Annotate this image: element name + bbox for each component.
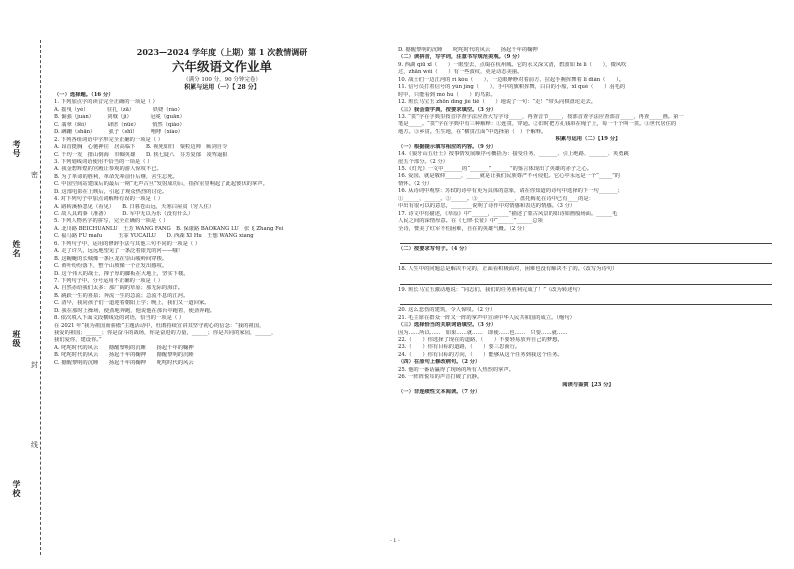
text-line: 23.（ ）你有目标的道路，（ ）要三思而行。 — [398, 344, 521, 351]
text-line: 5. 下列人物名字的拼写，完全正确的一项是（ ） — [54, 218, 169, 225]
text-line: 崖五个部分。（2 分） — [398, 158, 449, 165]
text-line: A. 路转溪桥忽见（看见） B. 日暮苍山远，天寒白屋贫（穷人住） — [54, 203, 215, 210]
text-line: D. 我在那时上操场，使劲地奔跑，他说他在那台中跑着，使劲奔跑。 — [54, 307, 216, 314]
text-line: A. 北川路 BEICHUANLU 王芳 WANG FANG B. 保康路 BAOKANG LU 张飞 Zhang Fei — [54, 225, 284, 232]
left-question-list — [54, 92, 390, 367]
text-line: （二）按要求写句子。（4 分） — [398, 245, 470, 252]
text-line: 16. 爱国，就是敬仰______，_____就是让我们民族尊严不可侵犯。它心中永远是一个“_____”的 — [398, 173, 621, 180]
text-line: 我们爱你，建设你。” — [54, 337, 102, 344]
text-line: 13. “贯”字在字典里按音序查字法应查大写字母_____，再查音节_____，按部首查字法应查部首_____，再查_____画。第一 — [398, 113, 684, 120]
text-line: A. 昂首挺胸 心驰神往 居高临下 B. 视死如归 粟粒边帅 厮剑自令 — [54, 144, 228, 151]
seal-mi: 密 — [31, 171, 38, 179]
text-line: 6. 下列句子中，运用的修辞手法与其他三句不同的一项是（ ） — [54, 240, 201, 247]
text-line: D. 蹒跚（shān） 虱子（shī） 咆哮（xiào） — [54, 129, 184, 136]
text-line: 我爱的祖国；______；你是奋斗的战场，你是奋进的力量，______；你是共同的家园，______， — [54, 330, 277, 336]
text-line: C. 千均一发 排山倒海 巾帼英雄 D. 狭七陡八 芬芳复郁 凌驾逼狠 — [54, 151, 228, 158]
text-line: C. 故人具鸡黍（准备） D. 军中无以为乐（没有什么） — [54, 211, 194, 217]
text-line: C. 清早，我同孩子们一道迎着朝阳上学；晚上，我们又一道回家。 — [54, 300, 210, 307]
text-line: B. 倔强（juàn） 剑戟（jǐ） 冠冕（guān） — [54, 114, 185, 121]
text-line: （一）选择题。（16 分） — [54, 92, 114, 98]
text-line: B. 为了革命的胜利，革命先辈前仆后继，舍生忘死。 — [54, 173, 178, 180]
text-line: 10. 战士们一边江河的 rì kòu（ ），一边眼睁睁对着前方，拉起手腕挥舞着 lǐ diǎn（ ）。 — [398, 76, 625, 83]
text-line: B. 叱咤时代的风云 扬起千年的鞠押 撼醒黎明的沉睡 — [54, 352, 194, 359]
label-xingming: 姓名 — [12, 240, 22, 258]
text-line: 25. 他的一番话赢得了现场的所有人热烈的掌声。 — [398, 366, 515, 373]
text-line: 全诗，赞美了红军不怕困难，自在的英雄气概。（2 分） — [398, 225, 528, 232]
text-line: 中出有很可以的意思，________说明了诗作中对情感和表达的情感。（3 分） — [398, 203, 576, 210]
text-line: D. 撼醒黎明的沉睡 叱咤时代的风云 扬起千年的鞠押 — [398, 47, 538, 53]
text-line: C. 黄叶纷纷落下，整个山坡像一个正发出感叹。 — [54, 263, 168, 270]
text-line: B. 跳跃一生的喜泉；奔流一生的急流；急流不息的江河。 — [54, 292, 189, 299]
text-line: 情怀。（2 分） — [398, 180, 433, 187]
text-line: 19. 班长马宝玉激动地说：“同志们，我们的任务胜利完成了！”（改为转述句） — [398, 286, 584, 293]
text-line: A. 叱咤时代的风云 撼醒黎明的沉睡 扬起千年的鞠押 — [54, 344, 194, 351]
text-line: 积累与运用（二）【19 分】 — [555, 136, 621, 143]
text-line: 12. 班长马宝玉 zhōn dìng jié tiě（ ）地说了一句：“走！”带头向棋盘坨走去。 — [398, 99, 597, 106]
text-line: 在 2021 年“我为祖国而骄傲”主题活动中，杜鹃持续宣讲其坚守初心的信念：“我的祖国， — [54, 322, 265, 329]
text-line: （一）非连续性文本阅读。（7 分） — [398, 389, 481, 396]
answer-line[interactable] — [400, 274, 772, 285]
text-line: 9. 西湖 qiū xī（ ）一眼望去，点缀在杭州城。它的水又深又清，碧波如 bì lì（ ），微风吹 — [398, 61, 627, 68]
seal-xian: 线 — [31, 441, 38, 449]
text-line: 21. 毛主席在群众一阵又一阵的掌声中宣读中华人民共和国的成立。（缩句） — [398, 314, 575, 321]
text-line: （二）读拼音，写字词，注意书写规范美观。（9 分） — [398, 54, 523, 61]
text-line: C. 翡翠（fěi） 肆虐（nüè） 悄然（qiǎo） — [54, 121, 185, 128]
text-line: 8. 依次填入下面文段横线处的词语，恰当的一项是（ ） — [54, 315, 185, 322]
text-line: 26. 一阵阵悦耳的声音打破了沉静。 — [398, 374, 483, 381]
text-line: A. 自然赤给我们太多：那广阔的草原；那无际的海洋。 — [54, 285, 184, 292]
binding-strip — [4, 40, 48, 555]
label-kaohao: 考号 — [12, 140, 22, 158]
term-heading: 2023—2024 学年度（上期）第 1 次教情调研 — [136, 47, 308, 57]
text-line: B. 这蜿蜒的长城像一条巨龙在崇山峻岭间穿梭。 — [54, 255, 168, 262]
text-line: 2. 下列各组词语中字形完全正确的一项是（ ） — [54, 136, 164, 143]
text-line: 过，zhān wèi（ ）有一些波纹，更是动态美丽。 — [398, 69, 523, 76]
text-line: （三）选择恰当的关联词语填空。（3 分） — [398, 322, 497, 329]
text-line: C. 中国空间站建成后的最后一期“无声古旦”发射成功后，指挥室里响起了此起彼伏的掌声。 — [54, 181, 268, 188]
text-line: 16. 从诗词中观察：苏轼的诗中有更为具体的意象，请在你知道的诗句中选择的下一句_______； — [398, 188, 623, 195]
page-number: - 1 - — [390, 538, 400, 544]
text-line: 20. 这么悲伤的建筑，令人惊叹。（2 分） — [398, 307, 496, 314]
text-line: 17. 诗文中有描述，《草原》中“______，______”描述了蒙古风景的如诗如画般场面。______毛 — [398, 210, 618, 217]
label-banji: 班级 — [12, 330, 22, 348]
left-column — [54, 46, 390, 367]
text-line: （四）在原句上修改病句。（2 分） — [398, 359, 481, 366]
text-line: 7. 下列句子中，分号运用不正确的一项是（ ） — [54, 277, 164, 284]
text-line: 地方。③乡贯。生生地，在“横贯江面”中选择第（ ）个解释。 — [398, 128, 547, 135]
text-line: 笔是_____。“贯”字在字典中有三种解释：①连贯，穿通。②旧时把方孔钱串在绳子上，每一千个叫一贯。③世代居住的 — [398, 121, 677, 128]
right-column — [398, 47, 778, 397]
text-line: 11. 信号员打着信号的 yùn jìng（ ），手中的旗帜挥舞，白白的小船，xī què（ ）羽毛的 — [398, 84, 626, 91]
answer-line[interactable] — [400, 253, 772, 264]
text-line: （一）根据提示填写相应的内容。（9 分） — [398, 143, 497, 150]
answer-line[interactable] — [400, 233, 772, 244]
text-line: 1. 下列加点字的读音完全正确的一项是（ ） — [54, 99, 158, 106]
part-heading: 积累与运用（一）【 28 分】 — [184, 84, 260, 91]
text-line: 人民之间的深情厚意。在《七律·长征》中“______”______总领 — [398, 218, 543, 225]
text-line: A. 我金碧辉煌的宫殿让参观的游人惊叹不已。 — [54, 166, 162, 173]
text-line: C. 撼醒黎明的沉睡 扬起千年的鞠押 叱咤时代的风云 — [54, 359, 194, 366]
text-line: D. 这部电影在上映后，引起了观众热烈的讨论。 — [54, 188, 168, 195]
text-line: 时中，只能看到 mó hu（ ）的鸟影。 — [398, 91, 496, 98]
text-line: 3. 下列划线词语使用不恰当的一项是（ ） — [54, 158, 153, 165]
text-line: 4. 对下列句子中加点词解释有误的一项是（ ） — [54, 196, 164, 203]
text-line: （三）我会查字典，按要求填空。（3 分） — [398, 106, 497, 113]
text-line: 因为……所以…… 如果……就…… 即使……也…… 只要……就…… — [398, 329, 568, 336]
label-xuexiao: 学校 — [12, 480, 22, 498]
binding-cut-line — [40, 40, 41, 555]
text-line: C. 福马路 FU mafu 玉霏 YUCAILU D. 西湖 XI Hu 王想 WANG xiang — [54, 233, 254, 240]
text-line: 22.（ ）你选择了现在的道路，（ ）不要轻易放弃自己的梦想。 — [398, 337, 563, 343]
score-info: （满分 100 分，90 分钟完卷） — [183, 77, 261, 83]
text-line: 15.《灯光》一文中_______的“_______”_______”的鉴言体现出了英雄的赤子之心。 — [398, 166, 592, 172]
answer-line[interactable] — [400, 294, 772, 305]
text-line: A. 摇曳（yè） 驻扎（zā） 妖娆（ráo） — [54, 106, 183, 113]
text-line: 阅读与鉴赏【23 分】 — [562, 381, 614, 388]
seal-feng: 封 — [31, 361, 38, 369]
text-line: 24.（ ）你有目标的方向，（ ）能够从这个任务到我这个任务。 — [398, 351, 563, 358]
text-line: ①______，______。②______。③______，______、盘托梅花在诗中已有____的是： — [398, 195, 594, 202]
text-line: A. 走了许久，远远地望见了一条泛着银光的河——哦！ — [54, 248, 184, 255]
text-line: 14.《狼牙山五壮士》按事情发展顺序可概括为：接受任务、_______、引上绝路、_______、英勇跳 — [398, 151, 629, 158]
text-line: D. 这个伟大的战士，撑子厚的脚板在大地上，坚实下楼。 — [54, 270, 189, 277]
page-title: 六年级语文作业单 — [171, 59, 272, 74]
right-question-list — [398, 47, 778, 397]
text-line: 18. 人生中的问题总是解决不完的，正面看积极面对，困难也没有解决不了的。（改写为诗句） — [398, 266, 618, 273]
